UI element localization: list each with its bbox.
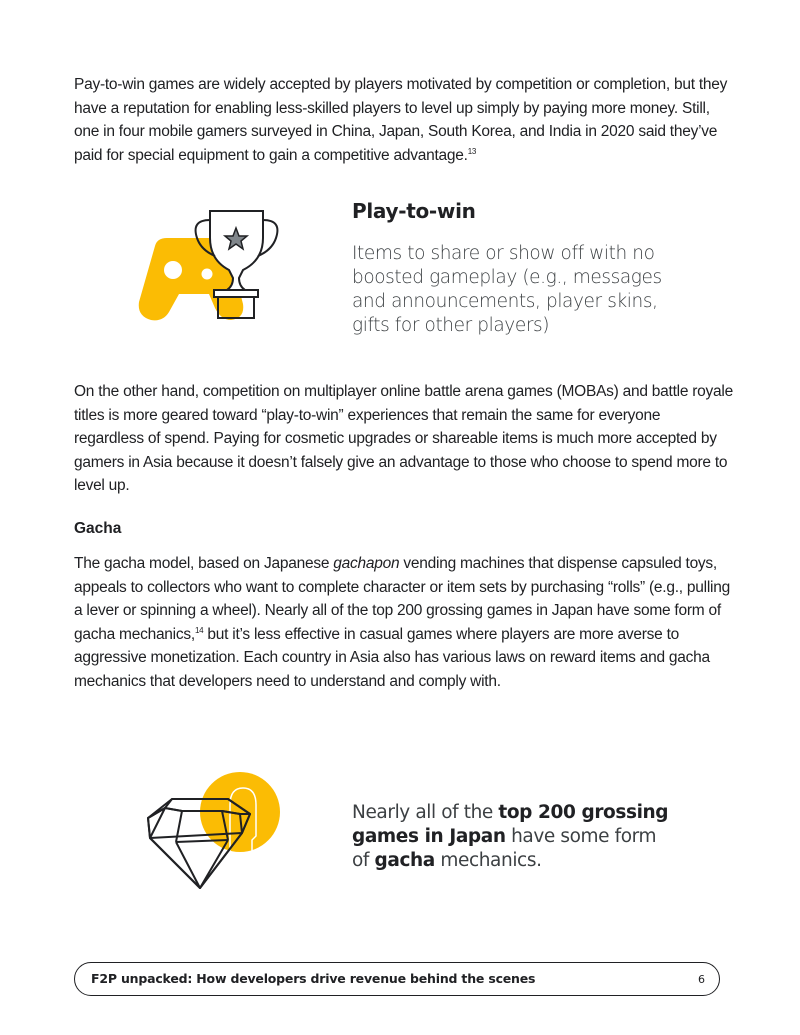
page-number: 6: [698, 973, 705, 986]
intro-text: Pay-to-win games are widely accepted by players motivated by competition or completion, but they have a reputation for enabling less-skilled players to level up simply by paying more money. Still, one in four mobile gamers surveyed in China, Japan, South Korea, and India in 2020 said they’ve paid for special equipment to gain a competitive advantage.: [74, 76, 728, 164]
intro-paragraph: [74, 73, 734, 167]
play-to-win-title: Play-to-win: [352, 199, 476, 223]
stat-highlight: gacha: [374, 850, 435, 871]
gacha-paragraph: [74, 552, 734, 693]
footnote-ref[interactable]: 14: [194, 625, 204, 635]
stat-highlight: top 200 grossing games in Japan: [352, 802, 669, 847]
gacha-text-start: The gacha model, based on Japanese: [74, 555, 334, 572]
page-footer: [74, 962, 720, 996]
trophy-over-gamepad-icon: [135, 208, 285, 328]
gacha-heading: Gacha: [74, 520, 122, 537]
gacha-stat-callout: [352, 801, 672, 873]
stat-text: have some form of: [352, 826, 657, 871]
diamond-gacha-icon: [140, 770, 290, 895]
play-to-win-description: Items to share or show off with no boosted gameplay (e.g., messages and announcements, player skins, gifts for other players): [352, 243, 662, 336]
gacha-text-end: but it’s less effective in casual games where players are more averse to aggressive monetization. Each country in Asia also has various laws on reward items and gacha mechanics that developers need to understand and comply with.: [74, 625, 710, 690]
gachapon-term: gachapon: [333, 555, 400, 572]
footnote-ref[interactable]: 13: [467, 146, 477, 156]
stat-text: mechanics.: [434, 850, 542, 871]
gacha-text-mid: vending machines that dispense capsuled toys, appeals to collectors who want to complete character or item sets by purchasing “rolls” (e.g., pulling a lever or spinning a wheel). Nearly all of the top 200 grossing games in Japan have some form of gacha mechanics,: [74, 555, 730, 643]
stat-text: Nearly all of the: [352, 802, 499, 823]
footer-title: F2P unpacked: How developers drive revenue behind the scenes: [91, 971, 536, 986]
moba-paragraph: On the other hand, competition on multiplayer online battle arena games (MOBAs) and battle royale titles is more geared toward “play-to-win” experiences that remain the same for everyone regardless of spend. Paying for cosmetic upgrades or shareable items is much more accepted by gamers in Asia because it doesn’t falsely give an advantage to those who choose to spend more to level up.: [74, 383, 733, 494]
